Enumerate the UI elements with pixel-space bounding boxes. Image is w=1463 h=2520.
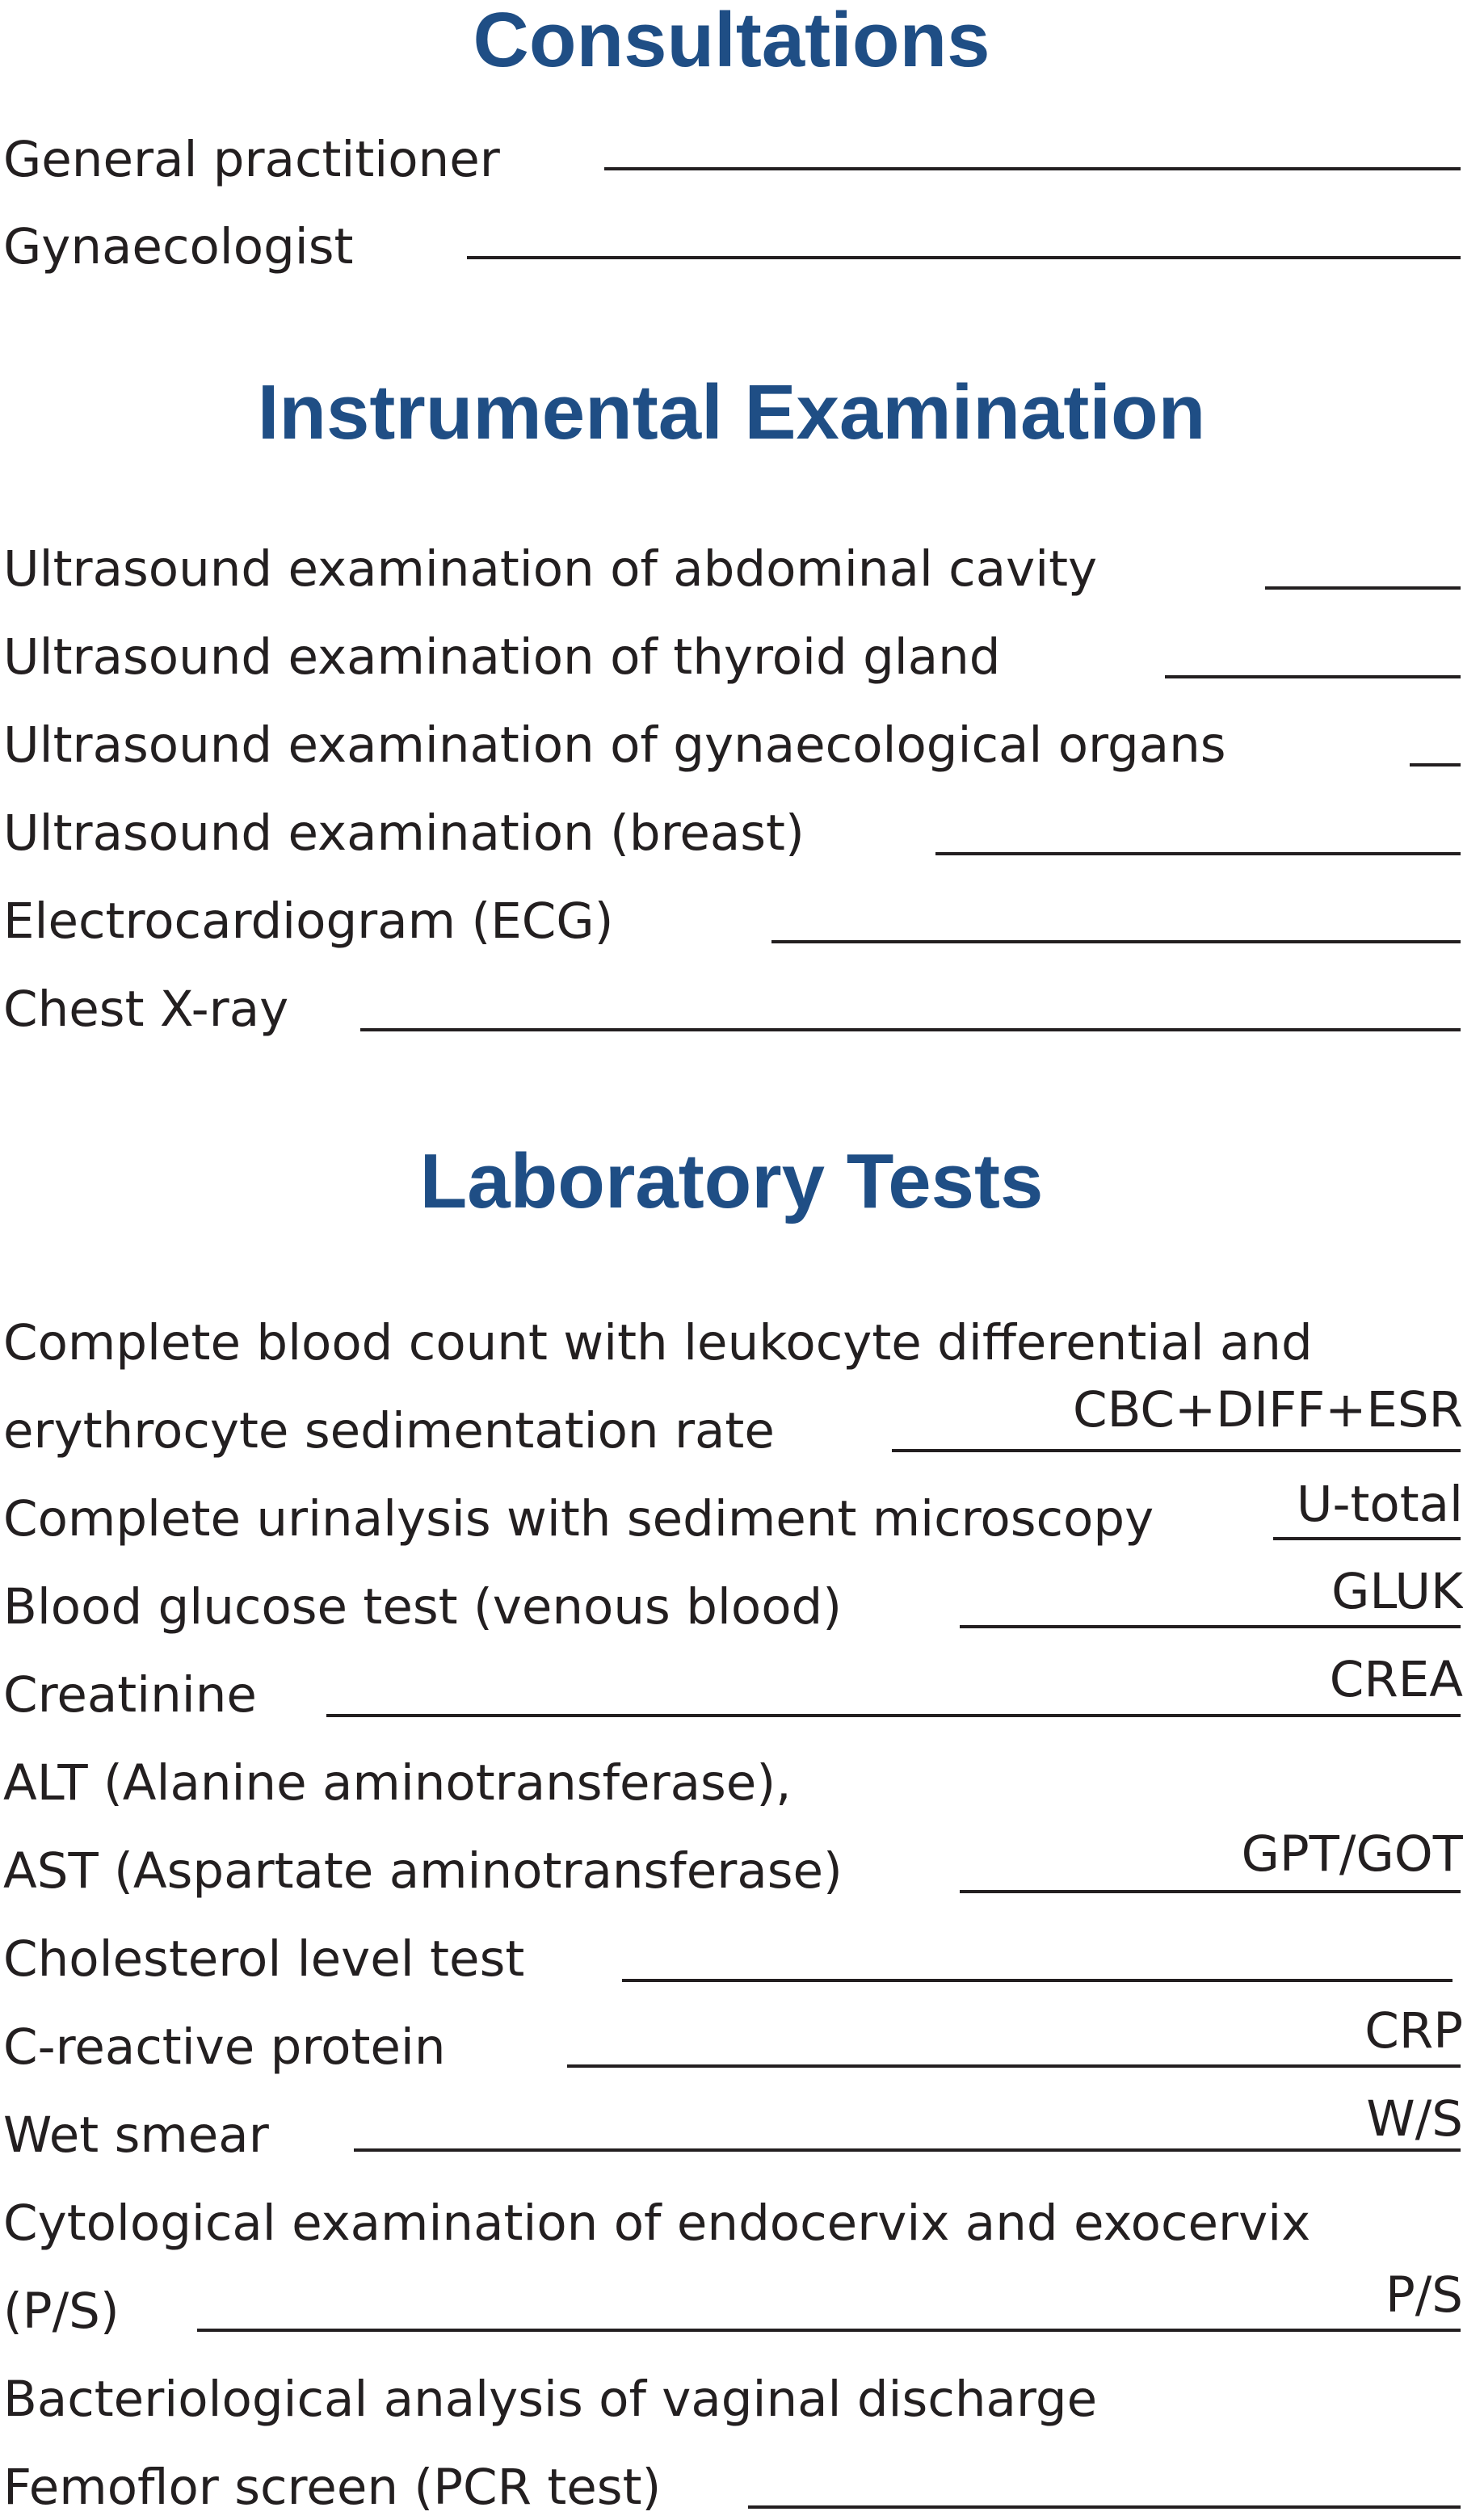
instrumental-blank-line xyxy=(1410,763,1461,766)
instrumental-blank-line xyxy=(935,852,1461,855)
consultation-item-general-practitioner: General practitioner xyxy=(3,131,500,188)
lab-item-ast: AST (Aspartate aminotransferase) xyxy=(3,1842,843,1900)
lab-blank-line xyxy=(354,2148,1461,2152)
lab-blank-line xyxy=(197,2329,1461,2332)
lab-code-urinalysis: U-total xyxy=(1296,1476,1463,1533)
lab-item-cbc-line1: Complete blood count with leukocyte differential and xyxy=(3,1314,1313,1371)
consultation-blank-line xyxy=(467,256,1461,259)
lab-code-alt-ast: GPT/GOT xyxy=(1241,1825,1463,1883)
instrumental-blank-line xyxy=(360,1028,1461,1031)
lab-item-femoflor: Femoflor screen (PCR test) xyxy=(3,2459,662,2516)
instrumental-blank-line xyxy=(771,940,1461,943)
instrumental-item-breast-ultrasound: Ultrasound examination (breast) xyxy=(3,804,805,862)
instrumental-examination-heading: Instrumental Examination xyxy=(257,369,1206,456)
lab-blank-line xyxy=(892,1449,1461,1452)
consultation-item-gynaecologist: Gynaecologist xyxy=(3,218,354,275)
lab-item-crp: C-reactive protein xyxy=(3,2018,446,2076)
consultations-heading: Consultations xyxy=(473,0,990,83)
lab-blank-line xyxy=(622,1979,1452,1982)
lab-item-bacteriological-analysis: Bacteriological analysis of vaginal discharge xyxy=(3,2371,1098,2428)
lab-item-creatinine: Creatinine xyxy=(3,1666,257,1724)
lab-code-wet-smear: W/S xyxy=(1366,2090,1463,2148)
instrumental-item-gynaecological-ultrasound: Ultrasound examination of gynaecological organs xyxy=(3,716,1226,774)
lab-item-cytology-line2: (P/S) xyxy=(3,2283,120,2340)
lab-blank-line xyxy=(567,2064,1461,2068)
lab-item-alt: ALT (Alanine aminotransferase), xyxy=(3,1754,792,1812)
consultation-blank-line xyxy=(604,167,1461,170)
lab-item-urinalysis: Complete urinalysis with sediment microscopy xyxy=(3,1490,1154,1548)
lab-item-cytology-line1: Cytological examination of endocervix and exocervix xyxy=(3,2194,1311,2252)
lab-item-wet-smear: Wet smear xyxy=(3,2106,269,2164)
laboratory-tests-heading: Laboratory Tests xyxy=(419,1138,1044,1224)
lab-code-cbc: CBC+DIFF+ESR xyxy=(1073,1381,1463,1438)
instrumental-blank-line xyxy=(1165,675,1461,678)
lab-blank-line xyxy=(960,1890,1461,1893)
lab-blank-line xyxy=(960,1625,1461,1628)
instrumental-blank-line xyxy=(1265,586,1461,590)
lab-item-blood-glucose: Blood glucose test (venous blood) xyxy=(3,1578,843,1636)
lab-item-cholesterol: Cholesterol level test xyxy=(3,1930,525,1988)
lab-blank-line xyxy=(748,2505,1461,2509)
lab-blank-line xyxy=(326,1714,1461,1717)
lab-code-creatinine: CREA xyxy=(1329,1651,1463,1708)
lab-blank-line xyxy=(1273,1537,1461,1540)
instrumental-item-chest-xray: Chest X-ray xyxy=(3,981,289,1038)
instrumental-item-abdominal-ultrasound: Ultrasound examination of abdominal cavity xyxy=(3,540,1098,598)
instrumental-item-ecg: Electrocardiogram (ECG) xyxy=(3,892,614,950)
instrumental-item-thyroid-ultrasound: Ultrasound examination of thyroid gland xyxy=(3,628,1001,686)
lab-code-cytology: P/S xyxy=(1385,2266,1463,2324)
lab-code-glucose: GLUK xyxy=(1331,1563,1463,1620)
lab-code-crp: CRP xyxy=(1364,2002,1463,2060)
lab-item-cbc-line2: erythrocyte sedimentation rate xyxy=(3,1402,775,1460)
